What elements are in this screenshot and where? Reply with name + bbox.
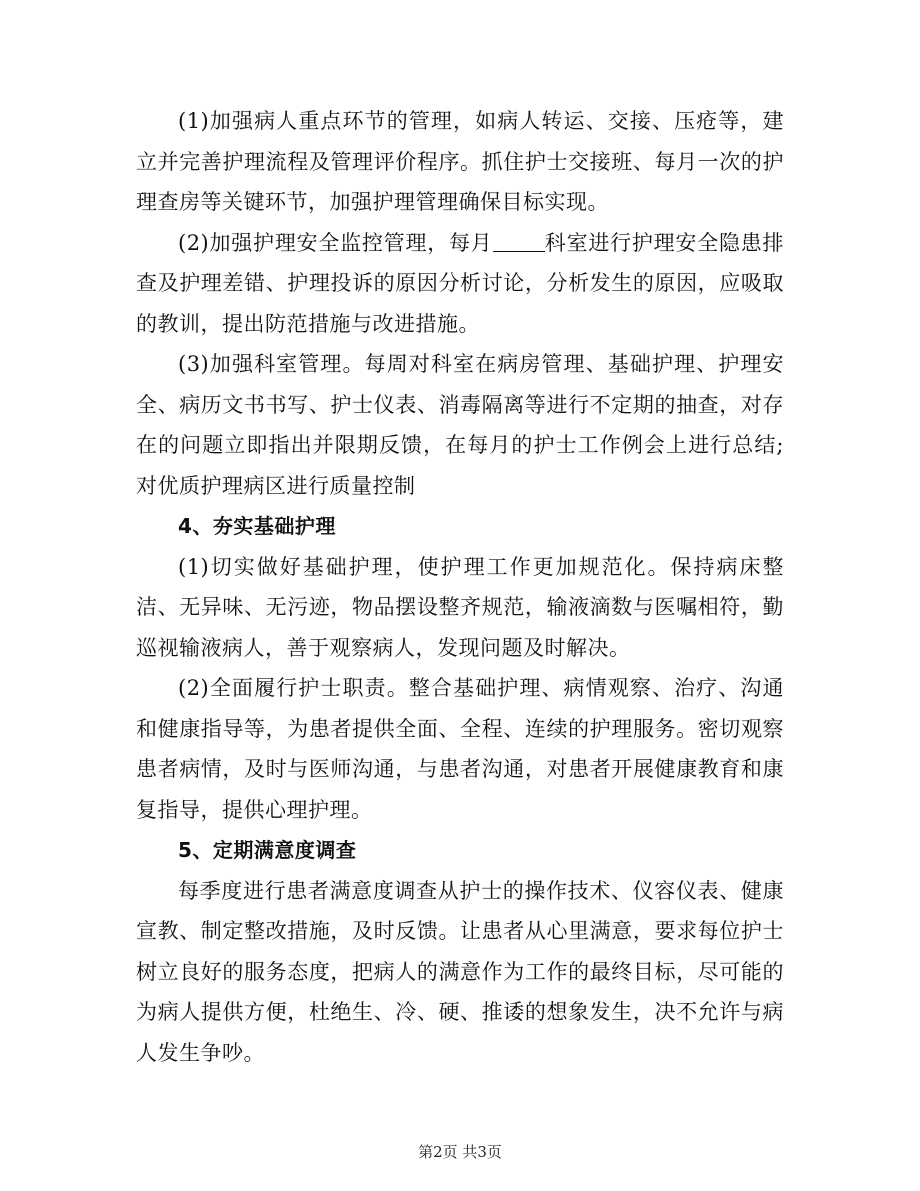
section-heading-4: 4、夯实基础护理 [178, 514, 336, 538]
paragraph-1: (1)加强病人重点环节的管理，如病人转运、交接、压疮等，建立并完善护理流程及管理评价程序。抓住护士交接班、每月一次的护理查房等关键环节，加强护理管理确保目标实现。 [136, 109, 784, 214]
paragraph-2-end: 科室进行护理安全隐患排查及护理差错、护理投诉的原因分析讨论，分析发生的原因，应吸取的教训，提出防范措施与改进措施。 [136, 230, 785, 336]
paragraph-2 [136, 223, 784, 345]
page-number-footer: 第2页 共3页 [418, 1143, 502, 1161]
fill-blank [493, 231, 545, 252]
section-heading-5: 5、定期满意度调查 [178, 838, 357, 862]
paragraph-5: (2)全面履行护士职责。整合基础护理、病情观察、治疗、沟通和健康指导等，为患者提供全面、全程、连续的护理服务。密切观察患者病情，及时与医师沟通，与患者沟通，对患者开展健康教育和康复指导，提供心理护理。 [136, 676, 784, 822]
paragraph-3: (3)加强科室管理。每周对科室在病房管理、基础护理、护理安全、病历文书书写、护士仪表、消毒隔离等进行不定期的抽查，对存在的问题立即指出并限期反馈，在每月的护士工作例会上进行总结;对优质护理病区进行质量控制 [136, 352, 784, 498]
paragraph-6: 每季度进行患者满意度调查从护士的操作技术、仪容仪表、健康宣教、制定整改措施，及时反馈。让患者从心里满意，要求每位护士树立良好的服务态度，把病人的满意作为工作的最终目标，尽可能的为病人提供方便，杜绝生、冷、硬、推诿的想象发生，决不允许与病人发生争吵。 [136, 878, 784, 1065]
paragraph-4: (1)切实做好基础护理，使护理工作更加规范化。保持病床整洁、无异味、无污迹，物品摆设整齐规范，输液滴数与医嘱相符，勤巡视输液病人，善于观察病人，发现问题及时解决。 [136, 554, 784, 660]
paragraph-2-start: (2)加强护理安全监控管理，每月 [178, 230, 493, 255]
document-body [136, 101, 784, 1073]
